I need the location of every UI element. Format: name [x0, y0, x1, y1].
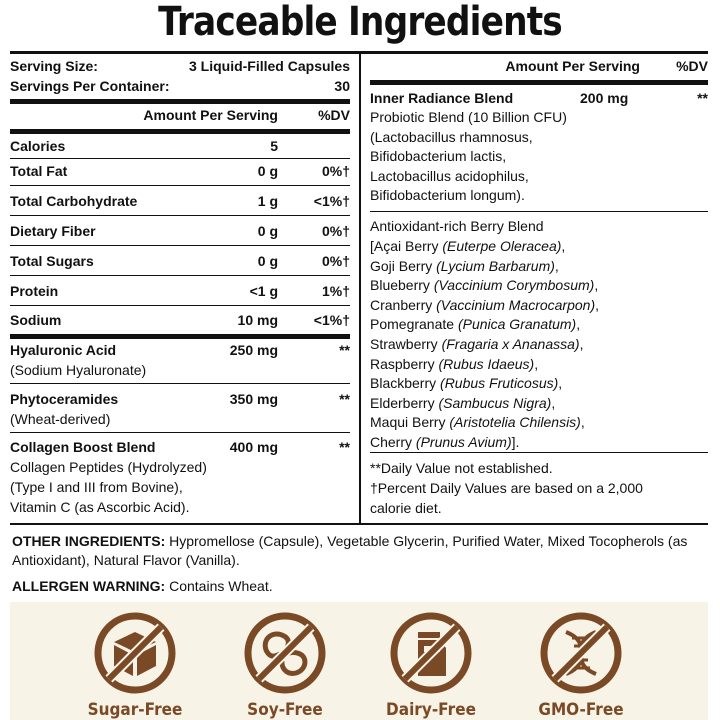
berry-item [370, 413, 708, 433]
probiotic-line: Bifidobacterium longum). [370, 187, 525, 204]
berry-blend-heading: Antioxidant-rich Berry Blend [370, 218, 544, 234]
other-ingredients-text: Hypromellose (Capsule), Vegetable Glycerin, Purified Water, Mixed Tocopherols (as Antioxidant), Natural Flavor (Vanilla). [12, 533, 688, 568]
collagen-blend-row [10, 437, 350, 457]
berry-common-name: Elderberry [370, 394, 435, 411]
servings-per-container-label: Servings Per Container: [10, 78, 170, 94]
berry-common-name: Blueberry [370, 277, 430, 294]
berry-latin-name: (Fragaria x Ananassa) [441, 336, 580, 352]
page-title: Traceable Ingredients [158, 0, 562, 45]
berry-common-name: Cranberry [370, 296, 433, 313]
berry-latin-name: (Aristotelia Chilensis) [449, 414, 581, 431]
thick-rule [10, 99, 350, 104]
berry-item [370, 335, 708, 355]
badge-soy-free [220, 610, 350, 720]
ingredient-dv: ** [339, 391, 350, 407]
nutrient-name: Dietary Fiber [10, 223, 96, 239]
nutrient-row [10, 310, 350, 330]
berry-punctuation: ]. [511, 434, 520, 450]
berry-punctuation: , [554, 257, 559, 274]
nutrient-dv: 0%† [321, 163, 350, 179]
row-rule [10, 432, 350, 433]
berry-latin-name: (Vaccinium Macrocarpon) [436, 296, 596, 313]
berry-item [370, 276, 708, 296]
berry-latin-name: (Prunus Avium) [415, 434, 512, 450]
ingredient-name: Collagen Boost Blend [10, 439, 156, 455]
serving-size-value: 3 Liquid-Filled Capsules [188, 58, 350, 74]
badge-label: Dairy-Free [386, 700, 476, 720]
berry-latin-name: (Lycium Barbarum) [436, 257, 555, 274]
berry-item [370, 257, 708, 277]
row-rule [10, 383, 350, 384]
other-ingredients [12, 532, 712, 570]
allergen-text: Contains Wheat. [169, 578, 273, 594]
ingredient-detail: (Type I and III from Bovine), [10, 479, 183, 495]
berry-item [370, 374, 708, 394]
berry-common-name: Goji Berry [370, 257, 433, 274]
servings-per-container-row [10, 78, 350, 96]
berry-common-name: Pomegranate [370, 316, 455, 333]
nutrient-row [10, 281, 350, 301]
berry-latin-name: (Vaccinium Corymbosum) [433, 277, 595, 294]
berry-common-name: Raspberry [370, 355, 435, 372]
nutrient-dv: 1%† [321, 283, 350, 299]
probiotic-line: Probiotic Blend (10 Billion CFU) [370, 109, 567, 125]
nutrient-amount: 10 mg [237, 312, 278, 328]
servings-per-container-value: 30 [334, 78, 350, 94]
nutrient-dv: 0%† [321, 253, 350, 269]
sugar-cube-icon [92, 610, 178, 696]
nutrient-row [10, 251, 350, 271]
row-rule [10, 305, 350, 306]
badge-sugar-free [70, 610, 200, 720]
nutrient-amount: <1 g [249, 283, 278, 299]
nutrient-row [10, 191, 350, 211]
ingredient-dv: ** [339, 342, 350, 358]
row-rule [10, 275, 350, 276]
probiotic-line: Bifidobacterium lactis, [370, 148, 507, 165]
berry-punctuation: , [558, 375, 563, 392]
hyaluronic-acid-row [10, 340, 350, 360]
nutrient-name: Total Carbohydrate [10, 193, 138, 209]
row-rule [370, 452, 708, 453]
amount-header [370, 58, 708, 78]
amount-per-serving-heading: Amount Per Serving [143, 107, 278, 123]
footnote-percent-dv: †Percent Daily Values are based on a 2,000 [370, 480, 643, 496]
dv-heading: %DV [318, 107, 350, 123]
berry-item [370, 433, 708, 453]
nutrient-name: Protein [10, 283, 59, 299]
nutrient-name: Total Sugars [10, 253, 94, 269]
column-divider [359, 51, 361, 524]
probiotic-line: (Lactobacillus rhamnosus, [370, 128, 533, 145]
berry-item [370, 296, 708, 316]
nutrient-dv: 0%† [321, 223, 350, 239]
nutrient-amount: 0 g [257, 253, 278, 269]
nutrient-row [10, 221, 350, 241]
berry-punctuation: , [534, 355, 539, 372]
serving-size-label: Serving Size: [10, 58, 98, 74]
soybean-icon [242, 610, 328, 696]
berry-item [370, 394, 708, 414]
berry-latin-name: (Euterpe Oleracea) [442, 238, 562, 254]
berry-item [370, 315, 708, 335]
row-rule [370, 211, 708, 212]
badge-label: Soy-Free [247, 700, 323, 720]
berry-punctuation: , [595, 296, 600, 313]
ingredient-detail: Vitamin C (as Ascorbic Acid). [10, 499, 190, 515]
dv-heading: %DV [676, 58, 708, 74]
berry-common-name: Strawberry [370, 336, 438, 352]
badge-label: Sugar-Free [87, 700, 183, 720]
ingredient-name: Inner Radiance Blend [370, 90, 514, 106]
thick-rule [10, 129, 350, 134]
row-rule [10, 215, 350, 216]
berry-punctuation: , [576, 316, 581, 333]
amount-header [10, 107, 350, 127]
berry-latin-name: (Rubus Fruticosus) [440, 375, 559, 392]
row-rule [10, 245, 350, 246]
milk-carton-icon [388, 610, 474, 696]
bottom-rule [10, 523, 708, 525]
berry-latin-name: (Sambucus Nigra) [438, 394, 552, 411]
nutrient-amount: 0 g [257, 223, 278, 239]
badge-label: GMO-Free [538, 700, 624, 720]
phytoceramides-row [10, 389, 350, 409]
row-rule [10, 185, 350, 186]
berry-item [370, 355, 708, 375]
berry-latin-name: (Punica Granatum) [457, 316, 577, 333]
ingredient-dv: ** [697, 90, 708, 106]
berry-punctuation: , [561, 238, 566, 254]
ingredient-amount: 250 mg [229, 342, 278, 358]
ingredient-source: (Wheat-derived) [10, 411, 111, 427]
amount-per-serving-heading: Amount Per Serving [505, 58, 640, 74]
allergen-warning [12, 577, 273, 596]
nutrient-amount: 1 g [257, 193, 278, 209]
ingredient-name: Hyaluronic Acid [10, 342, 117, 358]
badge-dairy-free [366, 610, 496, 720]
berry-punctuation: , [579, 336, 584, 352]
badge-gmo-free [516, 610, 646, 720]
nutrient-row [10, 136, 350, 156]
ingredient-amount: 350 mg [229, 391, 278, 407]
berry-common-name: Blackberry [370, 375, 437, 392]
berry-punctuation: , [580, 414, 585, 431]
thick-rule [10, 334, 350, 339]
nutrient-dv: <1%† [313, 312, 350, 328]
nutrient-name: Sodium [10, 312, 62, 328]
nutrient-row [10, 161, 350, 181]
footnote-dv-not-established: **Daily Value not established. [370, 460, 553, 476]
ingredient-dv: ** [339, 439, 350, 455]
other-ingredients-label: OTHER INGREDIENTS: [12, 533, 166, 549]
nutrient-name: Calories [10, 138, 66, 154]
row-rule [10, 158, 350, 159]
ingredient-amount: 200 mg [580, 90, 629, 106]
berry-latin-name: (Rubus Idaeus) [438, 355, 535, 372]
berry-item [370, 237, 708, 257]
berry-common-name: Cherry [370, 434, 413, 450]
dna-icon [538, 610, 624, 696]
berry-common-name: [Açai Berry [370, 238, 439, 254]
berry-punctuation: , [551, 394, 556, 411]
inner-radiance-row [370, 88, 708, 108]
nutrient-dv: <1%† [313, 193, 350, 209]
thick-rule [370, 80, 708, 85]
berry-punctuation: , [594, 277, 599, 294]
ingredient-source: (Sodium Hyaluronate) [10, 362, 147, 378]
nutrient-amount: 0 g [257, 163, 278, 179]
nutrient-name: Total Fat [10, 163, 68, 179]
footnote-percent-dv-cont: calorie diet. [370, 500, 442, 516]
ingredient-amount: 400 mg [229, 439, 278, 455]
ingredient-detail: Collagen Peptides (Hydrolyzed) [10, 459, 207, 475]
ingredient-name: Phytoceramides [10, 391, 119, 407]
serving-size-row [10, 58, 350, 76]
berry-common-name: Maqui Berry [370, 414, 446, 431]
probiotic-line: Lactobacillus acidophilus, [370, 167, 529, 184]
nutrient-amount: 5 [270, 138, 278, 154]
allergen-label: ALLERGEN WARNING: [12, 578, 166, 594]
